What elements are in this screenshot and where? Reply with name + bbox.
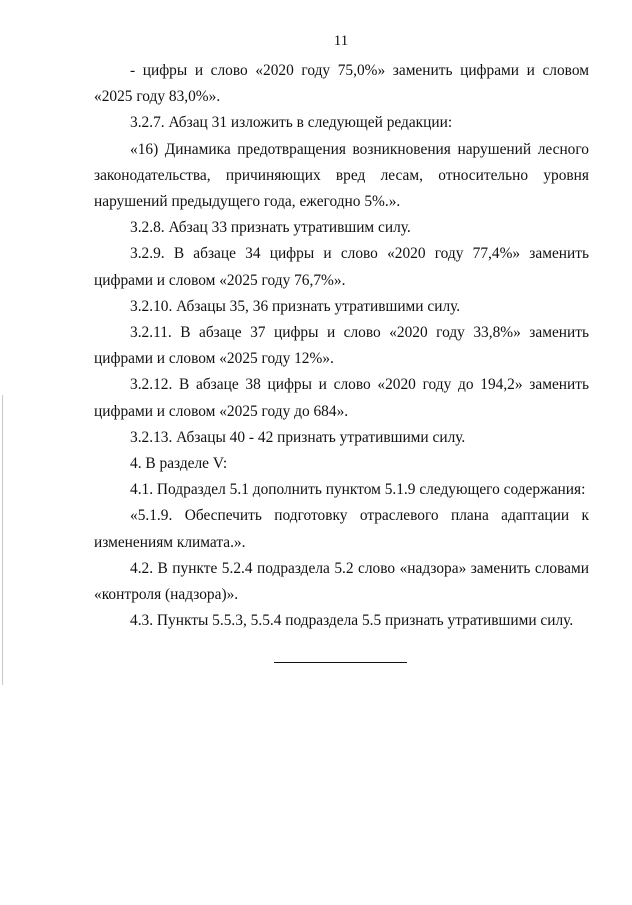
document-body [94,58,589,634]
paragraph-13: 4.2. В пункте 5.2.4 подраздела 5.2 слово «надзора» заменить словами «контроля (надзора)». [94,559,589,604]
paragraph-3: «16) Динамика предотвращения возникновения нарушений лесного законодательства, причиняющих вред лесам, относительно уровня нарушений предыдущего года, ежегодно 5%.». [94,140,589,211]
paragraph-10: 4. В разделе V: [130,455,228,473]
paragraph-12: «5.1.9. Обеспечить подготовку отраслевого плана адаптации к изменениям климата.». [94,507,589,551]
scan-edge-line [2,395,3,685]
paragraph-5: 3.2.9. В абзаце 34 цифры и слово «2020 году 77,4%» заменить цифрами и словом «2025 году 76,7%». [94,245,589,289]
paragraph-4: 3.2.8. Абзац 33 признать утратившим силу. [130,219,411,237]
paragraph-1: - цифры и слово «2020 году 75,0%» заменить цифрами и словом «2025 году 83,0%». [94,62,589,106]
paragraph-11: 4.1. Подраздел 5.1 дополнить пунктом 5.1.9 следующего содержания: [130,481,586,499]
page-number: 11 [333,33,349,49]
end-separator-line [274,662,407,663]
paragraph-14: 4.3. Пункты 5.5.3, 5.5.4 подраздела 5.5 признать утратившими силу. [130,612,574,630]
paragraph-6: 3.2.10. Абзацы 35, 36 признать утратившими силу. [130,297,461,315]
paragraph-2: 3.2.7. Абзац 31 изложить в следующей редакции: [130,114,453,132]
paragraph-8: 3.2.12. В абзаце 38 цифры и слово «2020 году до 194,2» заменить цифрами и словом «2025 году до 684». [94,376,589,420]
paragraph-7: 3.2.11. В абзаце 37 цифры и слово «2020 году 33,8%» заменить цифрами и словом «2025 году 12%». [94,324,589,368]
paragraph-9: 3.2.13. Абзацы 40 - 42 признать утратившими силу. [130,428,466,446]
